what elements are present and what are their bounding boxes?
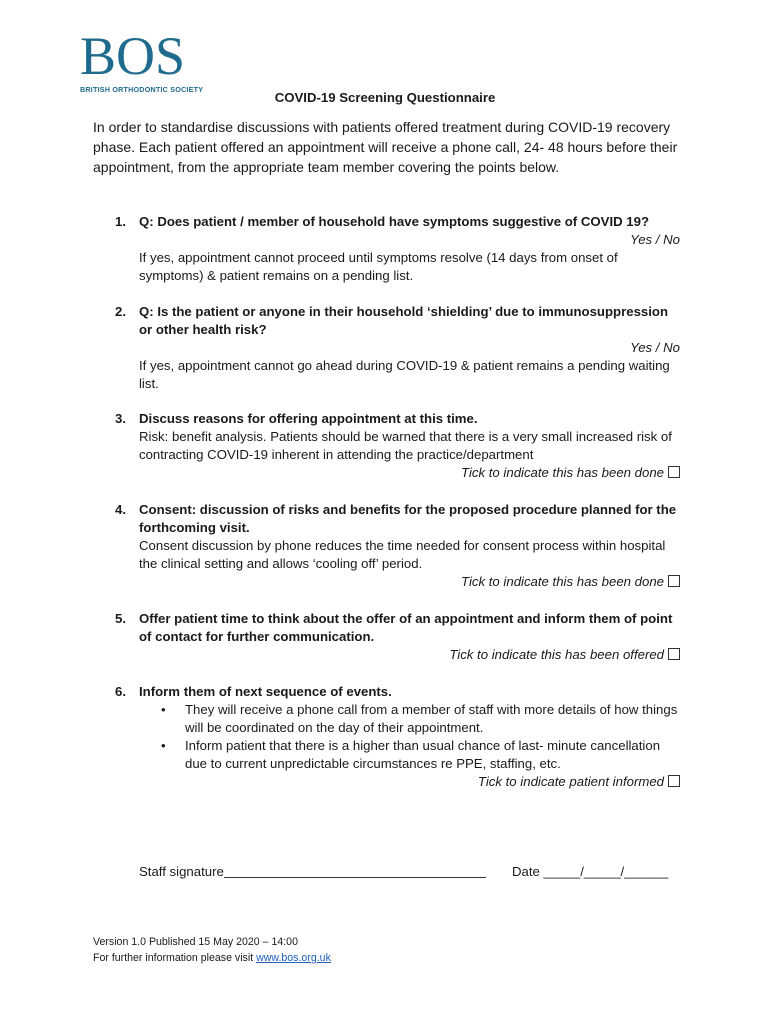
item-6 [115,683,680,791]
question-1 [115,213,680,285]
signature-label: Staff signature [139,864,224,879]
question-note: If yes, appointment cannot go ahead during COVID-19 & patient remains a pending waiting list. [139,358,670,391]
tick-label: Tick to indicate this has been done [461,574,664,589]
item-3 [115,410,680,482]
version-text: Version 1.0 Published 15 May 2020 – 14:00 [93,936,298,948]
item-number: 2. [115,304,126,319]
intro-paragraph: In order to standardise discussions with patients offered treatment during COVID-19 recovery phase. Each patient offered an appointment will receive a phone call, 24- 48 hours before their appointment, from the appropriate team member covering the points below. [93,119,678,175]
item-heading: Inform them of next sequence of events. [139,684,392,699]
item-number: 6. [115,684,126,699]
bos-website-link[interactable]: www.bos.org.uk [256,952,331,964]
tick-row [139,464,680,482]
tick-row [139,646,680,664]
bullet-icon: • [161,702,166,717]
item-number: 1. [115,214,126,229]
page-title: COVID-19 Screening Questionnaire [274,90,496,105]
question-heading: Q: Is the patient or anyone in their household ‘shielding’ due to immunosuppression or other health risk? [139,304,669,337]
item-heading: Discuss reasons for offering appointment at this time. [139,411,478,426]
item-4 [115,501,680,591]
bullet-icon: • [161,738,166,753]
item-number: 5. [115,611,126,626]
tick-row [139,773,680,791]
question-2 [115,303,680,393]
checkbox[interactable] [668,575,680,587]
footer [93,934,331,966]
checkbox[interactable] [668,466,680,478]
item-text: Risk: benefit analysis. Patients should be warned that there is a very small increased risk of contracting COVID-19 inherent in attending the practice/department [139,429,672,462]
checkbox[interactable] [668,648,680,660]
signature-row [139,863,679,881]
date-field[interactable]: Date _____/_____/______ [512,864,669,879]
question-note: If yes, appointment cannot proceed until symptoms resolve (14 days from onset of symptoms) & patient remains on a pending list. [139,250,618,283]
yes-no-answer[interactable]: Yes / No [630,340,680,355]
item-text: Consent discussion by phone reduces the time needed for consent process within hospital the clinical setting and allows ‘cooling off’ period. [139,538,666,571]
checkbox[interactable] [668,775,680,787]
logo-subtitle: BRITISH ORTHODONTIC SOCIETY [80,85,204,94]
item-number: 3. [115,411,126,426]
logo-letters: BOS [80,26,186,86]
question-heading: Q: Does patient / member of household have symptoms suggestive of COVID 19? [139,214,650,229]
item-heading: Offer patient time to think about the offer of an appointment and inform them of point of contact for further communication. [139,611,673,644]
item-5 [115,610,680,664]
tick-label: Tick to indicate patient informed [477,774,664,789]
item-heading: Consent: discussion of risks and benefits for the proposed procedure planned for the forthcoming visit. [139,502,677,535]
item-number: 4. [115,502,126,517]
list-item: • Inform patient that there is a higher than usual chance of last- minute cancellation due to current unpredictable circumstances re PPE, staffing, etc. [161,738,661,771]
bullet-list [139,701,680,773]
info-line: For further information please visit www.bos.org.uk [93,952,331,964]
tick-label: Tick to indicate this has been done [461,465,664,480]
tick-row [139,573,680,591]
list-item: • They will receive a phone call from a member of staff with more details of how things will be coordinated on the day of their appointment. [161,702,678,735]
tick-label: Tick to indicate this has been offered [449,647,664,662]
signature-field[interactable] [224,863,486,878]
yes-no-answer[interactable]: Yes / No [630,232,680,247]
